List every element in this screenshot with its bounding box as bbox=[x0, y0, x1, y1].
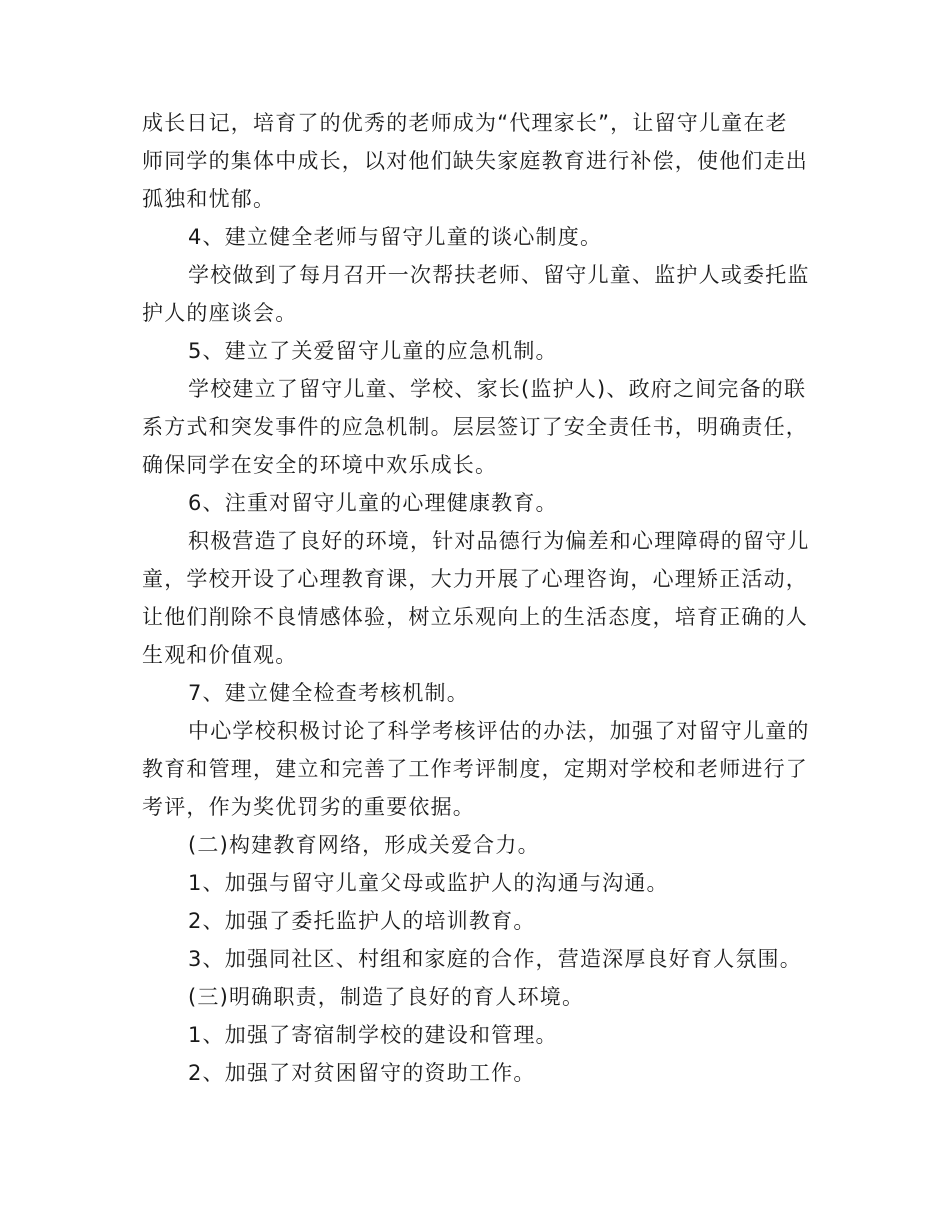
text-line: 考评，作为奖优罚劣的重要依据。 bbox=[142, 795, 475, 819]
text-line: (二)构建教育网络，形成关爱合力。 bbox=[188, 833, 540, 857]
paragraph-item-7 bbox=[142, 712, 810, 826]
text-line: 护人的座谈会。 bbox=[142, 301, 298, 325]
text-line: 童，学校开设了心理教育课，大力开展了心理咨询，心理矫正活动， bbox=[142, 567, 808, 591]
paragraph-item-4 bbox=[142, 256, 810, 332]
text-line: 成长日记，培育了的优秀的老师成为“代理家长”，让留守儿童在老 bbox=[142, 111, 788, 135]
text-line: 学校建立了留守儿童、学校、家长(监护人)、政府之间完备的联 bbox=[188, 377, 807, 401]
text-line: (三)明确职责，制造了良好的育人环境。 bbox=[188, 985, 585, 1009]
item-heading-4 bbox=[142, 218, 810, 256]
section-2-item-3 bbox=[142, 940, 810, 978]
text-line: 6、注重对留守儿童的心理健康教育。 bbox=[188, 491, 558, 515]
section-heading-3 bbox=[142, 978, 810, 1016]
text-line: 4、建立健全老师与留守儿童的谈心制度。 bbox=[188, 225, 603, 249]
section-2-item-1 bbox=[142, 864, 810, 902]
document-body bbox=[142, 104, 810, 1092]
text-line: 让他们削除不良情感体验，树立乐观向上的生活态度，培育正确的人 bbox=[142, 605, 808, 629]
text-line: 生观和价值观。 bbox=[142, 643, 298, 667]
section-heading-2 bbox=[142, 826, 810, 864]
paragraph-continuation bbox=[142, 104, 810, 218]
text-line: 中心学校积极讨论了科学考核评估的办法，加强了对留守儿童的 bbox=[188, 719, 810, 743]
section-3-item-2 bbox=[142, 1054, 810, 1092]
text-line: 学校做到了每月召开一次帮扶老师、留守儿童、监护人或委托监 bbox=[188, 263, 810, 287]
text-line: 教育和管理，建立和完善了工作考评制度，定期对学校和老师进行了 bbox=[142, 757, 808, 781]
text-line: 7、建立健全检查考核机制。 bbox=[188, 681, 469, 705]
text-line: 2、加强了委托监护人的培训教育。 bbox=[188, 909, 536, 933]
item-heading-5 bbox=[142, 332, 810, 370]
text-line: 系方式和突发事件的应急机制。层层签订了安全责任书，明确责任， bbox=[142, 415, 808, 439]
item-heading-6 bbox=[142, 484, 810, 522]
section-2-item-2 bbox=[142, 902, 810, 940]
text-line: 2、加强了对贫困留守的资助工作。 bbox=[188, 1061, 536, 1085]
item-heading-7 bbox=[142, 674, 810, 712]
section-3-item-1 bbox=[142, 1016, 810, 1054]
text-line: 5、建立了关爱留守儿童的应急机制。 bbox=[188, 339, 558, 363]
text-line: 孤独和忧郁。 bbox=[142, 187, 276, 211]
text-line: 确保同学在安全的环境中欢乐成长。 bbox=[142, 453, 498, 477]
text-line: 师同学的集体中成长，以对他们缺失家庭教育进行补偿，使他们走出 bbox=[142, 149, 808, 173]
paragraph-item-6 bbox=[142, 522, 810, 674]
text-line: 积极营造了良好的环境，针对品德行为偏差和心理障碍的留守儿 bbox=[188, 529, 810, 553]
text-line: 3、加强同社区、村组和家庭的合作，营造深厚良好育人氛围。 bbox=[188, 947, 802, 971]
text-line: 1、加强与留守儿童父母或监护人的沟通与沟通。 bbox=[188, 871, 669, 895]
paragraph-item-5 bbox=[142, 370, 810, 484]
text-line: 1、加强了寄宿制学校的建设和管理。 bbox=[188, 1023, 558, 1047]
